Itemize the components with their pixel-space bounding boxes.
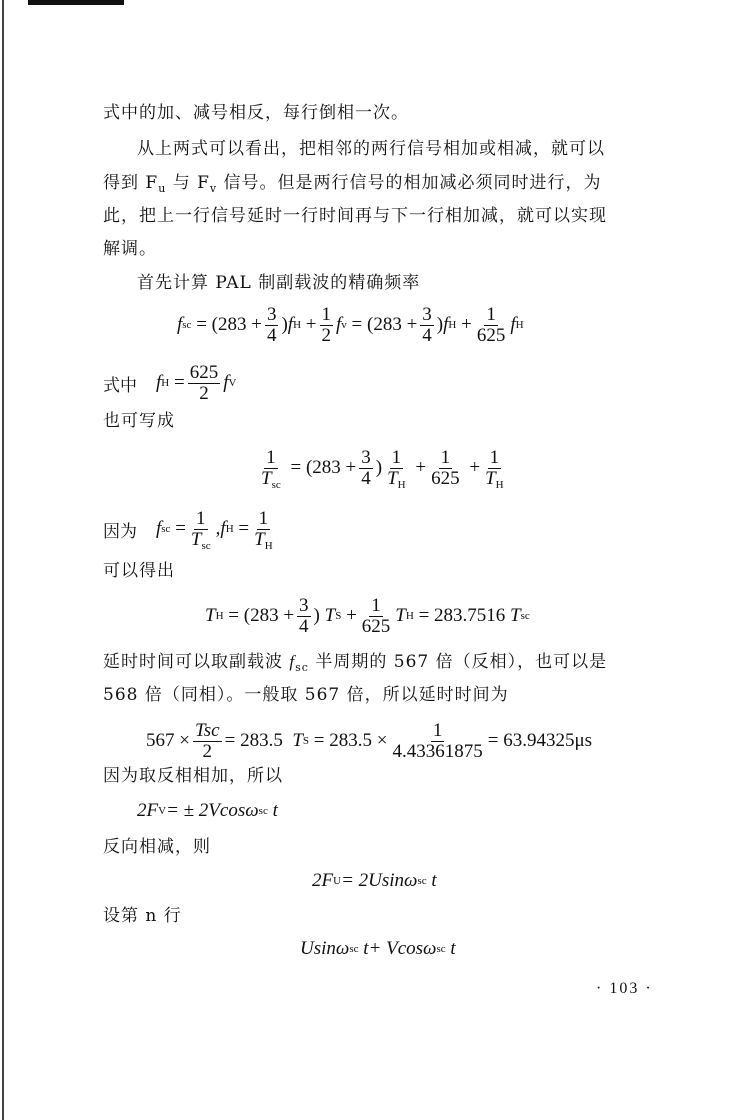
equation-fsc: f sc = (283 + $\frac{3}{4}$ ) f H + $\frac{1}{2}$ f v = (283 + $\frac{3}{4}$ ) f H + $\frac{1}{625}$ f H (177, 303, 524, 346)
obtain-line: 可以得出 (103, 561, 175, 581)
paragraph-line-7: 延时时间可以取副载波 $f_{sc}$ 半周期的 567 倍（反相），也可以是 (103, 652, 608, 674)
equation-nth-line: Usinω sc t + Vcosω sc t (300, 938, 456, 959)
because2-line: 因为取反相相加，所以 (103, 766, 283, 786)
header-rule (28, 0, 124, 5)
also-written: 也可写成 (103, 411, 175, 431)
paragraph-line-2: 从上两式可以看出，把相邻的两行信号相加或相减，就可以 (137, 139, 605, 159)
paragraph-line-3: 得到 $F_u$ 与 $F_v$ 信号。但是两行信号的相加减必须同时进行，为 (103, 173, 602, 195)
paragraph-line-8: 568 倍（同相）。一般取 567 倍，所以延时时间为 (103, 685, 509, 705)
equation-delay: 567 × $\frac{\text{Tsc}}{2}$ = 283.5 T S = 283.5 × $\frac{1}{4.43361875}$ = 63.94325μs (146, 719, 593, 762)
page-edge-line (2, 0, 4, 1120)
paragraph-line-5: 解调。 (103, 239, 157, 259)
equation-fH: 式中 f H = $\frac{625}{2}$ f V (103, 361, 237, 404)
equation-TH: T H = (283 + $\frac{3}{4}$ ) T S + $\frac{1}{625}$ T H = 283.7516 T sc (205, 594, 530, 637)
set-n-line: 设第 n 行 (103, 906, 182, 926)
page-number: · 103 · (596, 980, 653, 997)
equation-period: $\frac{1}{T_{sc}}$ = (283 + $\frac{3}{4}$ ) $\frac{1}{T_H}$ + $\frac{1}{625}$ + $\frac{1}{T_H}$ (261, 446, 504, 491)
paragraph-line-1: 式中的加、减号相反，每行倒相一次。 (103, 103, 409, 123)
paragraph-line-6: 首先计算 PAL 制副载波的精确频率 (137, 273, 421, 293)
equation-FV: 2F V = ± 2Vcosω sc t (137, 800, 278, 821)
equation-FU: 2F U = 2Usinω sc t (312, 870, 437, 891)
reverse-line: 反向相减，则 (103, 837, 211, 857)
paragraph-line-4: 此，把上一行信号延时一行时间再与下一行相加减，就可以实现 (103, 206, 607, 226)
equation-because: 因为 f sc = $\frac{1}{T_{sc}}$ , f H = $\frac{1}{T_H}$ (103, 507, 273, 552)
